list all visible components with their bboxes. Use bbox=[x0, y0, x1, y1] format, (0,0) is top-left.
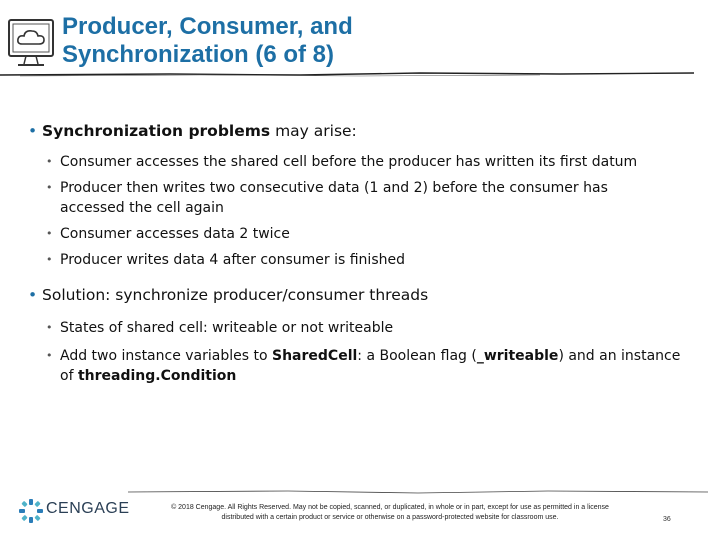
sub-bullet-text: States of shared cell: writeable or not writeable bbox=[60, 320, 394, 336]
sub-bullet-text: Producer then writes two consecutive data (1 and 2) before the consumer has bbox=[60, 180, 608, 196]
slide-title-line1: Producer, Consumer, and bbox=[62, 13, 353, 40]
code-term: SharedCell bbox=[272, 348, 358, 364]
sub-bullet-text: Add two instance variables to bbox=[60, 348, 272, 364]
bullet-dot: • bbox=[46, 155, 53, 168]
slide-title bbox=[62, 13, 353, 69]
sub-bullet bbox=[28, 318, 708, 338]
bold-term: Synchronization problems bbox=[42, 122, 271, 140]
bullet-text: Solution: synchronize producer/consumer threads bbox=[42, 286, 429, 304]
sub-bullet-text: ) and an instance bbox=[558, 348, 681, 364]
code-term: threading.Condition bbox=[77, 368, 237, 384]
bullet-solution bbox=[28, 284, 708, 306]
bullet-dot: • bbox=[46, 321, 53, 334]
sub-bullet-text: Producer writes data 4 after consumer is finished bbox=[60, 252, 405, 268]
bullet-dot: • bbox=[28, 286, 38, 304]
slide-body bbox=[28, 118, 708, 386]
bullet-dot: • bbox=[46, 253, 53, 266]
sub-bullet bbox=[28, 224, 708, 244]
title-rule bbox=[0, 68, 720, 82]
slide-title-line2: Synchronization (6 of 8) bbox=[62, 41, 335, 68]
cengage-logo-icon bbox=[18, 498, 44, 524]
code-term: _writeable bbox=[476, 348, 559, 364]
sub-bullet-text: of bbox=[60, 368, 78, 384]
sub-bullet bbox=[28, 152, 708, 172]
cloud-monitor-icon bbox=[6, 14, 58, 72]
bullet-text: may arise: bbox=[270, 122, 357, 140]
sub-bullet bbox=[28, 250, 708, 270]
bullet-dot: • bbox=[46, 181, 53, 194]
bullet-synchronization-problems bbox=[28, 120, 708, 142]
bullet-dot: • bbox=[46, 227, 53, 240]
sub-bullet bbox=[28, 178, 708, 218]
bullet-dot: • bbox=[46, 349, 53, 362]
copyright-notice bbox=[140, 503, 640, 523]
footer-rule bbox=[128, 487, 720, 497]
cengage-brand: CENGAGE bbox=[46, 500, 130, 517]
copyright-line1: © 2018 Cengage. All Rights Reserved. May not be copied, scanned, or duplicated, in whole or in part, except for use as permitted in a license bbox=[171, 504, 609, 511]
sub-bullet-text: Consumer accesses the shared cell before the producer has written its first datum bbox=[60, 154, 638, 170]
bullet-dot: • bbox=[28, 122, 38, 140]
sub-bullet bbox=[28, 346, 708, 386]
sub-bullet-text: accessed the cell again bbox=[60, 200, 224, 216]
page-number: 36 bbox=[663, 516, 671, 523]
sub-bullet-text: : a Boolean flag ( bbox=[357, 348, 477, 364]
sub-bullet-text: Consumer accesses data 2 twice bbox=[60, 226, 290, 242]
copyright-line2: distributed with a certain product or service or otherwise on a password-protected website for classroom use. bbox=[221, 514, 559, 521]
